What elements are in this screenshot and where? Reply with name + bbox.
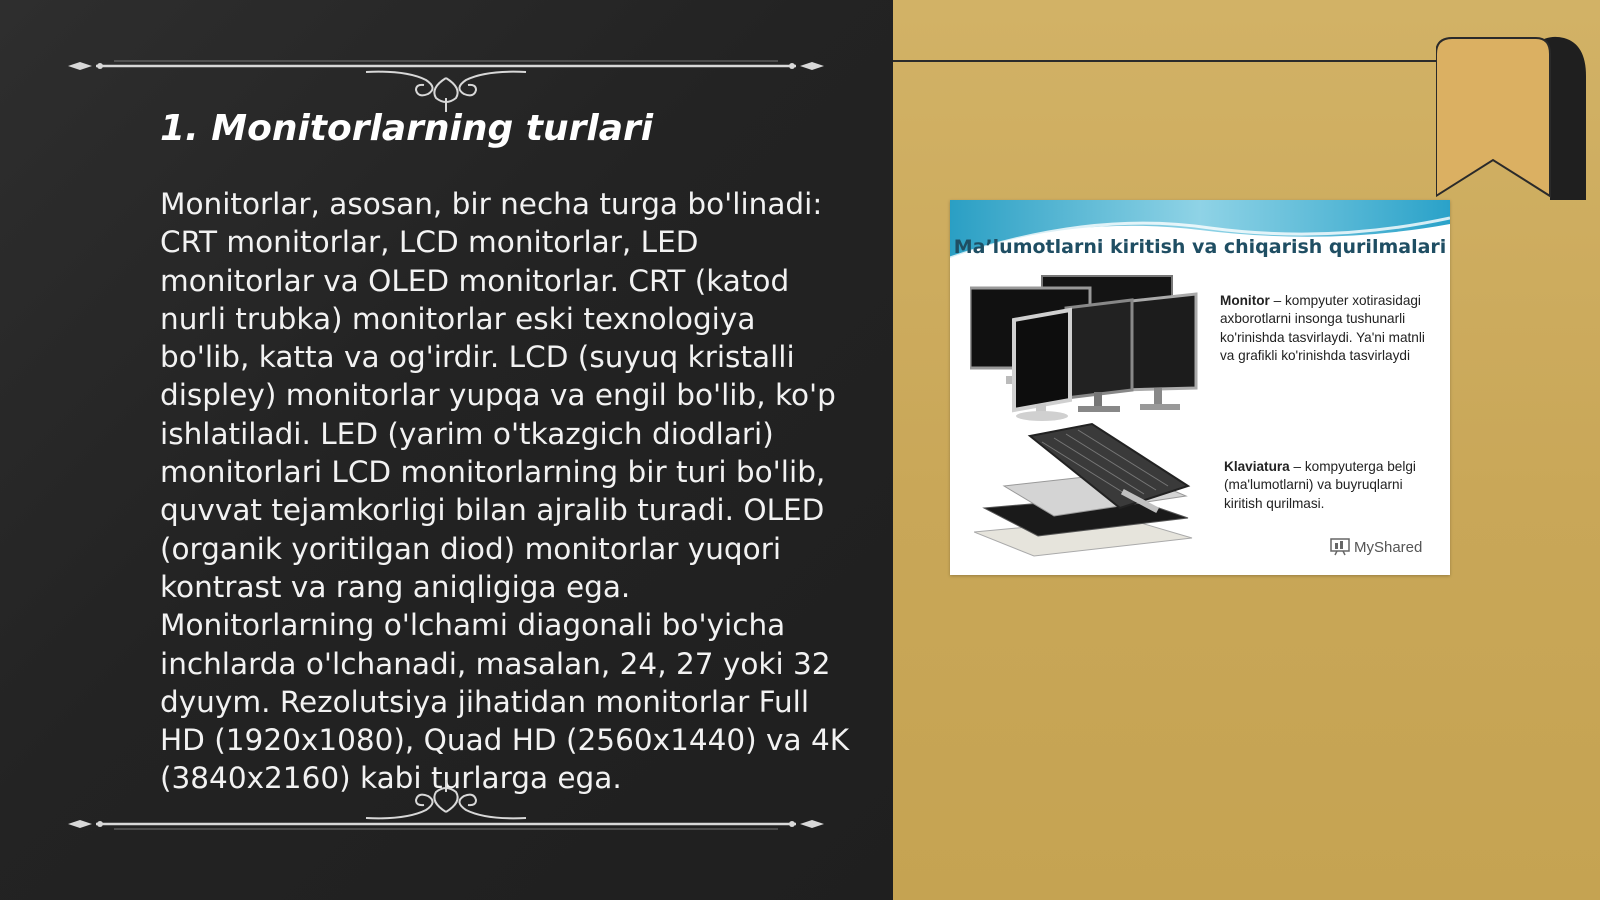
keyboard-description — [1224, 458, 1439, 513]
illustration-card — [950, 200, 1450, 575]
myshared-logo-icon — [1330, 538, 1350, 556]
watermark — [1330, 536, 1422, 558]
gold-panel-rule — [893, 60, 1453, 62]
keyboard-term: Klaviatura — [1224, 459, 1290, 474]
monitors-illustration — [970, 272, 1200, 422]
bookmark-ribbon-icon — [1436, 36, 1600, 200]
keyboards-illustration — [974, 420, 1198, 560]
slide-body-text: Monitorlar, asosan, bir necha turga bo'linadi: CRT monitorlar, LCD monitorlar, LED monitorlar va OLED monitorlar. CRT (katod nurli trubka) monitorlar eski texnologiya bo'lib, katta va og'irdir. LCD (suyuq kristalli displey) monitorlar yupqa va engil bo'lib, ko'p ishlatiladi. LED (yarim o'tkazgich diodlari) monitorlari LCD monitorlarning bir turi bo'lib, quvvat tejamkorligi bilan ajralib turadi. OLED (organik yoritilgan diod) monitorlar yuqori kontrast va rang aniqligiga ega. Monitorlarning o'lchami diagonali bo'yicha inchlarda o'lchanadi, masalan, 24, 27 yoki 32 dyuym. Rezolutsiya jihatidan monitorlar Full HD (1920x1080), Quad HD (2560x1440) va 4K (3840x2160) kabi turlarga ega. — [160, 187, 850, 796]
ornament-divider-bottom — [66, 778, 826, 838]
slide-title: 1. Monitorlarning turlari — [160, 108, 654, 149]
monitor-term: Monitor — [1220, 293, 1270, 308]
keyboard-definition: – kompyuterga belgi (ma'lumotlarni) va buyruqlarni kiritish qurilmasi. — [1224, 459, 1416, 511]
card-title: Ma’lumotlarni kiritish va chiqarish qurilmalari — [953, 236, 1447, 258]
monitor-description — [1220, 292, 1435, 366]
watermark-text: MyShared — [1354, 538, 1423, 556]
monitor-definition: – kompyuter xotirasidagi axborotlarni insonga tushunarli ko'rinishda tasvirlaydi. Ya'ni matnli va grafikli ko'rinishda tasvirlaydi — [1220, 293, 1425, 364]
